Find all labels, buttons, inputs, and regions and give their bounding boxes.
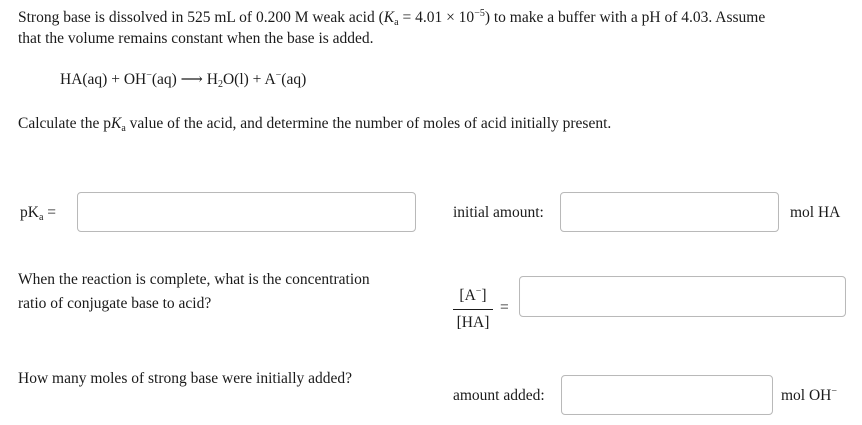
initial-amount-label: initial amount: bbox=[453, 204, 544, 221]
fraction-numerator: [A−] bbox=[459, 286, 487, 304]
question-text: Calculate the $pK_a$ value of the acid, and determine the number of moles of acid initially present. bbox=[18, 115, 612, 134]
amount-added-unit: mol OH− bbox=[781, 386, 838, 404]
ratio-question-line-1: When the reaction is complete, what is the concentration bbox=[18, 271, 370, 288]
fraction-bar bbox=[453, 309, 493, 310]
ratio-question-line-2: ratio of conjugate base to acid? bbox=[18, 295, 212, 312]
pka-input[interactable] bbox=[77, 192, 416, 232]
ratio-equals-sign: = bbox=[500, 299, 509, 316]
ratio-input[interactable] bbox=[519, 276, 846, 317]
reaction-equation: HA(aq) + OH−(aq) ⟶ $H_2O(l) + A^-(aq)$ bbox=[60, 70, 307, 90]
problem-line-1: Strong base is dissolved in 525 mL of 0.200 M weak acid $(K_a = 4.01 \times 10^{-5})$ to make a buffer with a pH of 4.03. Assume bbox=[18, 8, 766, 28]
amount-added-label: amount added: bbox=[453, 387, 545, 404]
initial-amount-input[interactable] bbox=[560, 192, 779, 232]
pka-label: $pK_a$ = bbox=[20, 204, 57, 223]
amount-added-input[interactable] bbox=[561, 375, 773, 415]
fraction-denominator: [HA] bbox=[456, 314, 490, 331]
initial-amount-unit: mol HA bbox=[790, 204, 841, 221]
ratio-fraction bbox=[453, 285, 493, 334]
problem-line-2: that the volume remains constant when the base is added. bbox=[18, 30, 374, 47]
base-question: How many moles of strong base were initially added? bbox=[18, 370, 353, 387]
